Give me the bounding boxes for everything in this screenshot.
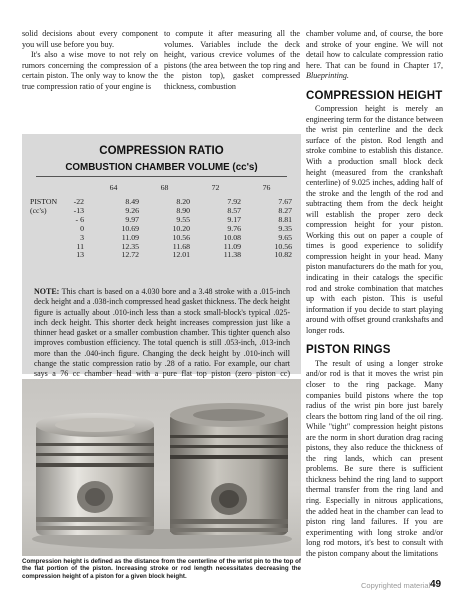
row-label: PISTON — [30, 197, 58, 206]
table-cell: 11.09 — [223, 241, 241, 251]
table-cell: 11.09 — [121, 232, 139, 242]
row-label — [30, 216, 68, 225]
table-cell: 12.35 — [121, 241, 139, 251]
piston-photo — [22, 379, 301, 556]
table-cell: 8.20 — [176, 197, 190, 206]
table-cell: 10.69 — [121, 223, 139, 233]
table-cell: 11.68 — [172, 241, 190, 251]
table-cell: 9.55 — [176, 214, 190, 224]
table-cell: 12.01 — [172, 250, 190, 260]
table-cell: 8.27 — [278, 205, 292, 215]
row-key: -13 — [73, 205, 84, 215]
table-cell: 9.76 — [227, 223, 241, 233]
table-cell: 9.26 — [125, 205, 139, 215]
table-cell: 7.67 — [278, 197, 292, 206]
note-label: NOTE: — [34, 287, 60, 296]
paragraph: solid decisions about every component you will use before you buy. — [22, 29, 158, 49]
sidebar-subtitle: COMBUSTION CHAMBER VOLUME (cc's) — [65, 162, 258, 173]
row-label — [30, 243, 68, 252]
table-cell: 8.90 — [176, 205, 190, 215]
table-cell: 8.81 — [278, 214, 292, 224]
table-cell: 8.49 — [125, 197, 139, 206]
table-row — [30, 198, 292, 207]
table-cell: 10.56 — [274, 241, 292, 251]
table-cell: 9.35 — [278, 223, 292, 233]
compression-ratio-sidebar — [22, 134, 301, 379]
table-row — [30, 216, 292, 225]
row-key: 0 — [80, 223, 84, 233]
table-cell: 11.38 — [223, 250, 241, 260]
column-2-text — [164, 29, 300, 92]
column-3-text — [306, 29, 443, 559]
section-heading-piston-rings: PISTON RINGS — [306, 344, 391, 357]
table-cell: 10.56 — [172, 232, 190, 242]
paragraph: It's also a wise move to not rely on rumors concerning the compression of a certain piston. The only way to know the true compression ratio of your engine is — [22, 50, 158, 91]
table-cell: 9.17 — [227, 214, 241, 224]
left-piston — [36, 413, 154, 535]
paragraph: Compression height is merely an engineering term for the distance between the wrist pin centerline and the deck surface of the piston. Rod length and stroke combine to establish this distance. With a production small block deck height (measured from the crankshaft centerline) of 9.025 inches, adding half of the stroke and the length of the rod and subtracting them from the deck height will establish the proper zero deck compression height for your piston. Working this out on paper a couple of times is good experience to solidify compression height in your head. Many piston manufacturers do the math for you, indicating in their catalogs the specific rod and stroke combination that matches up with each piston. This is useful information if you decide to start playing around with offset ground crankshafts and longer rods. — [306, 104, 443, 335]
column-header: 64 — [109, 183, 118, 192]
divider — [36, 176, 287, 177]
row-key: 3 — [80, 232, 84, 242]
row-label: (cc's) — [30, 205, 47, 215]
italic-reference: Blueprinting. — [306, 71, 349, 81]
table-cell: 9.97 — [125, 214, 139, 224]
row-key: - 6 — [75, 214, 84, 224]
table-cell: 8.57 — [227, 205, 241, 215]
row-label — [30, 234, 68, 243]
table-row — [30, 243, 292, 252]
column-header: 76 — [262, 183, 271, 192]
copyright-watermark: Copyrighted material — [361, 581, 431, 590]
page-number: 49 — [430, 579, 442, 590]
column-1-text — [22, 29, 158, 92]
sidebar-title: COMPRESSION RATIO — [99, 145, 224, 157]
column-header: 68 — [160, 183, 169, 192]
compression-ratio-table — [30, 184, 292, 260]
table-row — [30, 234, 292, 243]
row-key: 13 — [76, 250, 84, 260]
paragraph: The result of using a longer stroke and/or rod is that it moves the wrist pin closer to the ring package. Many companies build pistons where the top radius of the wrist pin bore just barely clears the bottom ring land of the oil ring. While "tight" compression height pistons are the norm in short duration drag racing pistons, they also reduce the thickness of the ring lands, which can present problems. Be sure there is sufficient thickness behind the ring land to support thermal transfer from the ring land and ring. Especially in nitrous applications, the added heat in the chamber can lead to piston ring land failures. If you are experimenting with long stroke and/or long rod motors, it's best to consult with the piston company about the limitations — [306, 358, 443, 558]
table-header-row — [30, 184, 292, 198]
row-key: 11 — [76, 241, 84, 251]
table-row — [30, 225, 292, 234]
paragraph: to compute it after measuring all the volumes. Variables include the deck height, various crevice volumes of the pistons (the area between the top ring and the piston top), gasket compressed thickness, combustion — [164, 29, 300, 91]
table-cell: 12.72 — [121, 250, 139, 260]
piston-illustration — [22, 379, 301, 556]
table-cell: 10.82 — [274, 250, 292, 260]
table-cell: 9.65 — [278, 232, 292, 242]
paragraph: chamber volume and, of course, the bore and stroke of your engine. We will not detail how to calculate compression ratio here. That can be found in Chapter 17, Blueprinting. — [306, 29, 443, 81]
table-row — [30, 207, 292, 216]
row-label — [30, 225, 68, 234]
table-row — [30, 251, 292, 260]
note-text: This chart is based on a 4.030 bore and a 3.48 stroke with a .015-inch deck height and a .038-inch compressed head gasket thickness. The deck height figure is actually about .010-inch less than a stock small-block's typical .025-inch deck height. This shorter deck height increases compression just like a thinner head gasket or a smaller combustion chamber. This tighter quench also improves combustion efficiency. The total quench is still .053-inch, .013-inch more than the .040-inch figure. Changing the deck height by .010-inch will change the static compression ratio by .28 of a ratio. For example, our chart says a 76 cc chamber head with a pure flat top piston (zero piston cc) — [34, 287, 290, 379]
row-label — [30, 251, 68, 260]
table-cell: 10.20 — [172, 223, 190, 233]
table-cell: 10.08 — [223, 232, 241, 242]
table-cell: 7.92 — [227, 197, 241, 206]
section-heading-compression-height: COMPRESSION HEIGHT — [306, 89, 443, 102]
row-key: -22 — [73, 197, 84, 206]
column-header: 72 — [211, 183, 220, 192]
right-piston — [170, 403, 288, 535]
photo-caption: Compression height is defined as the distance from the centerline of the wrist pin to the top of the flat portion of the piston. Increasing stroke or rod length necessitates decreasing the compression height of a piston for a given block height. — [22, 558, 301, 580]
